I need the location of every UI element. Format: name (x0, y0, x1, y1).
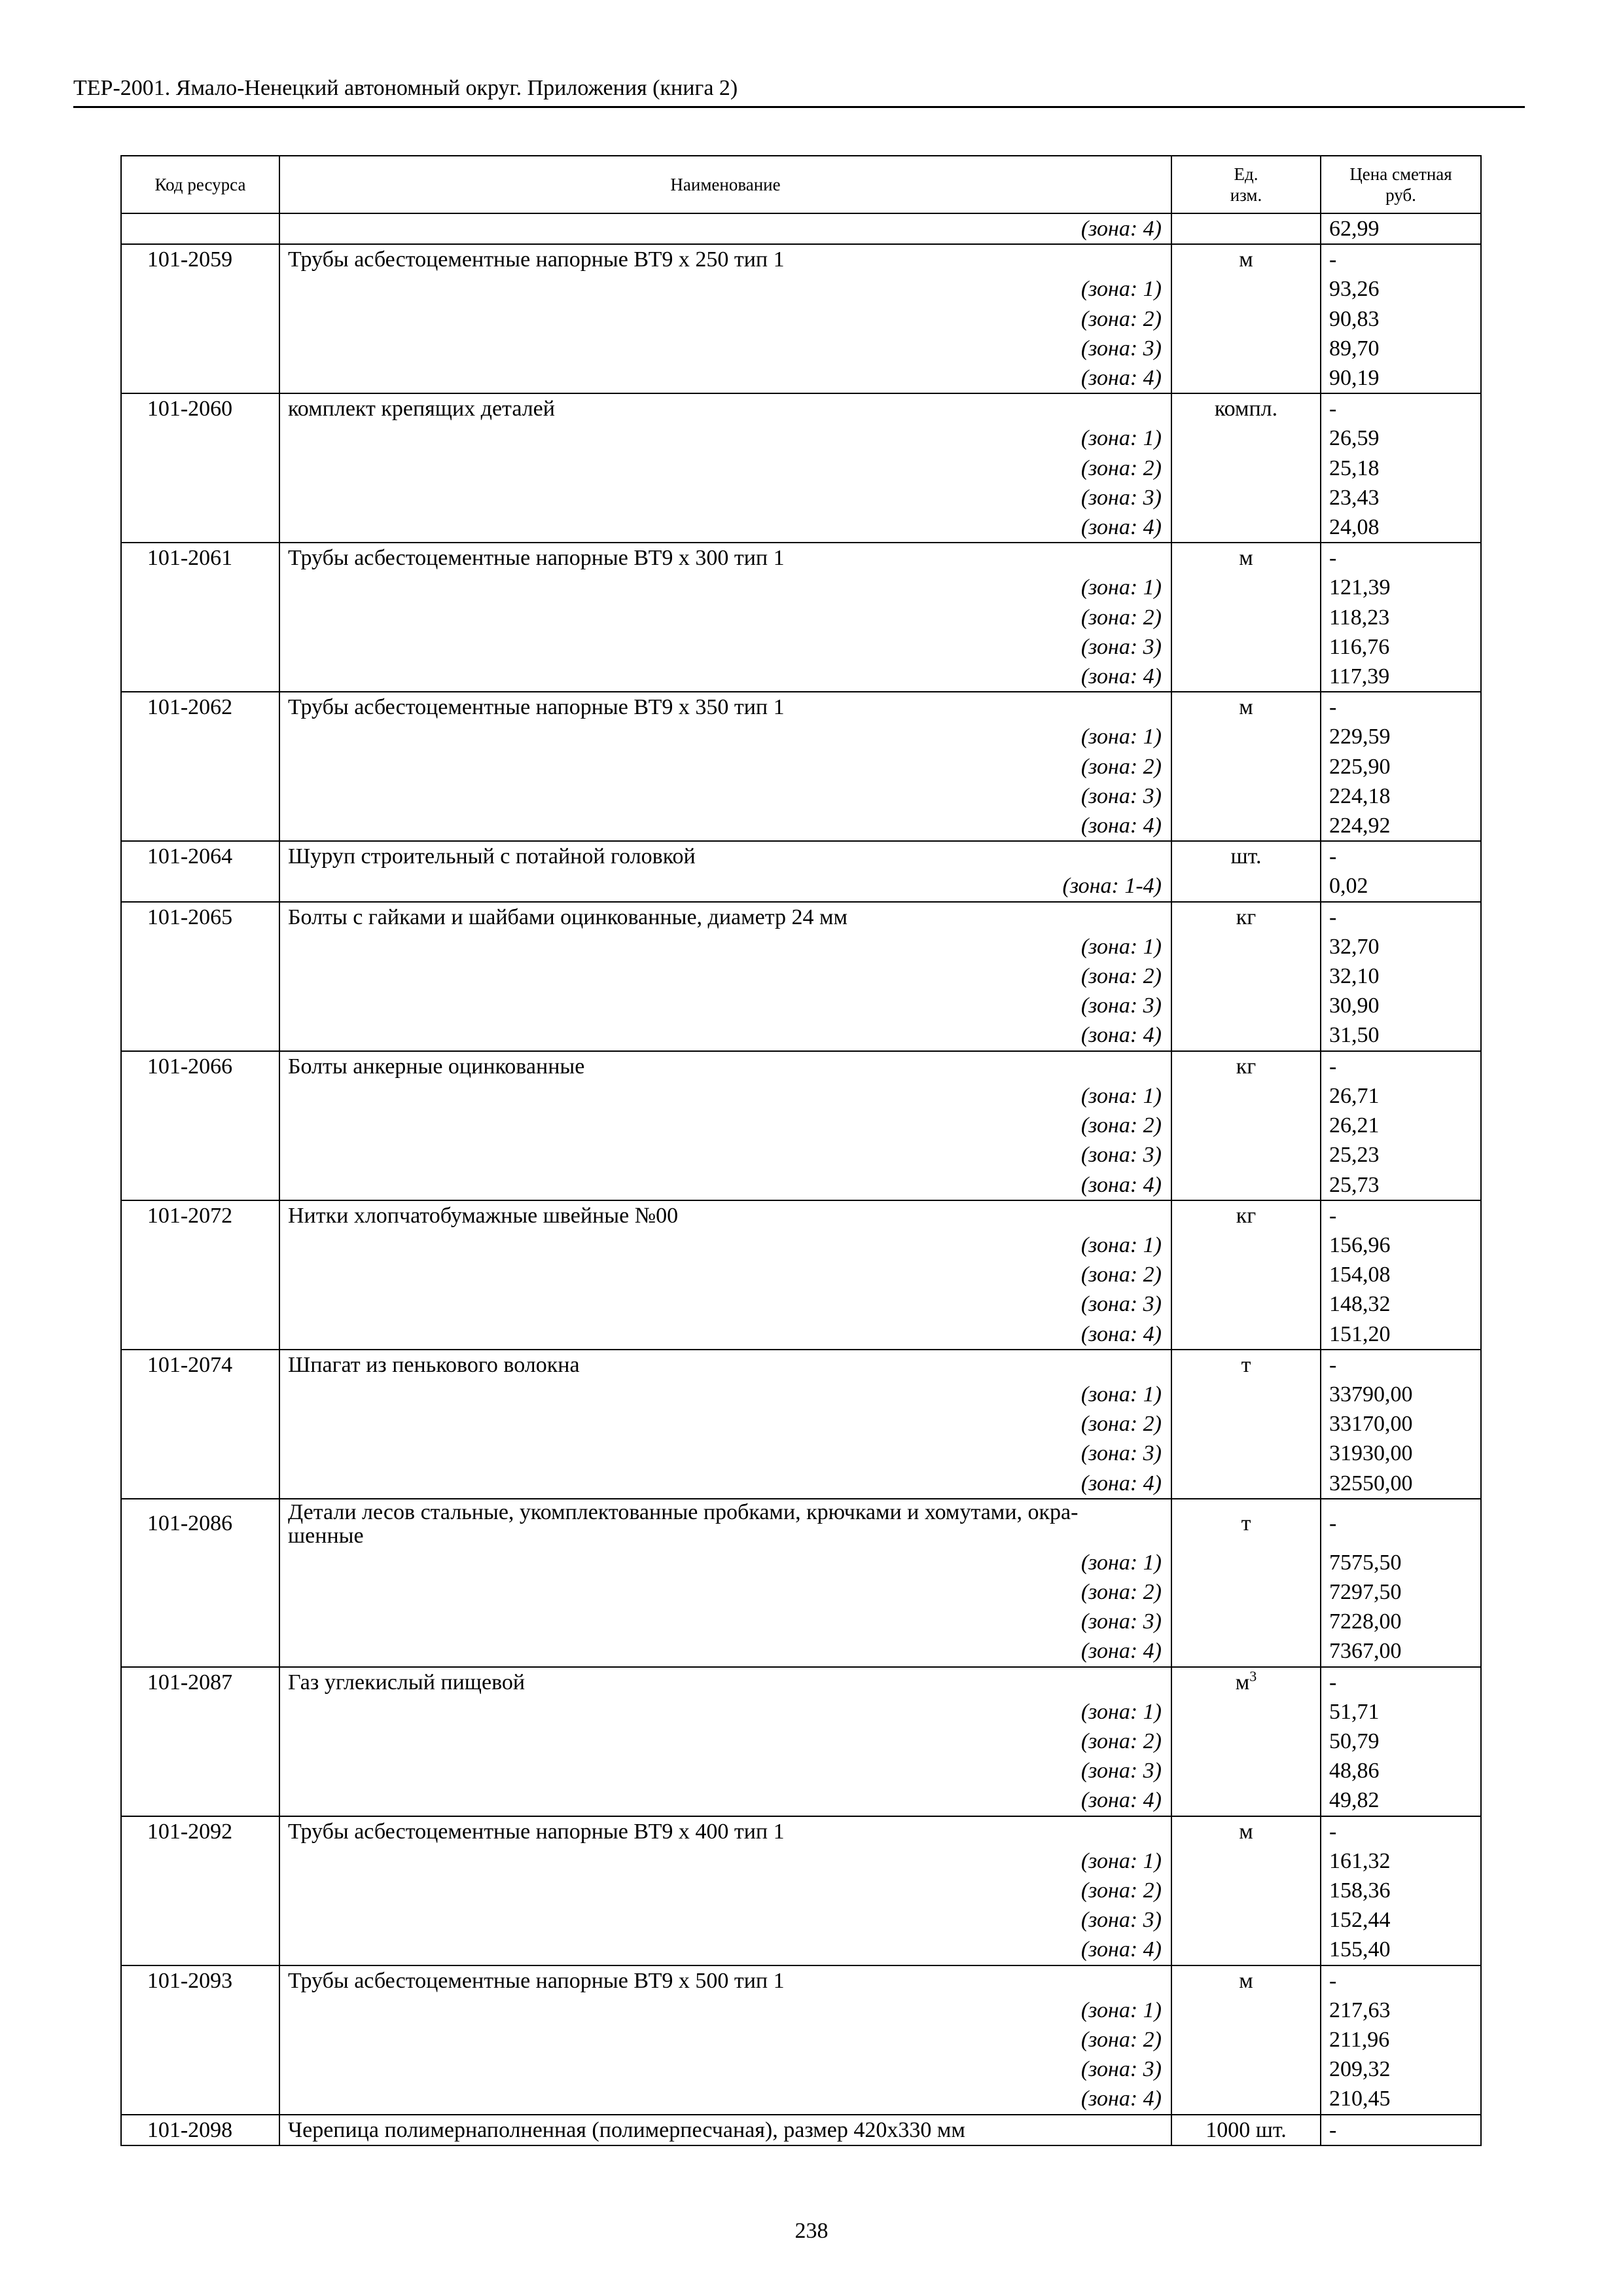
zone-label: (зона: 1) (279, 1380, 1171, 1409)
table-row (121, 1170, 1481, 1200)
zone-label: (зона: 1) (279, 1230, 1171, 1260)
resource-name: Шпагат из пенькового волокна (279, 1350, 1171, 1380)
table-row (121, 1727, 1481, 1756)
table-row (121, 1846, 1481, 1876)
table-row (121, 1020, 1481, 1050)
resource-name: Болты анкерные оцинкованные (279, 1051, 1171, 1081)
zone-price: 121,39 (1321, 573, 1481, 602)
zone-price: 30,90 (1321, 991, 1481, 1020)
resource-code: 101-2065 (121, 902, 279, 932)
base-price: - (1321, 1051, 1481, 1081)
base-price: - (1321, 1350, 1481, 1380)
column-header-code: Код ресурса (121, 156, 279, 213)
table-row (121, 902, 1481, 932)
zone-price: 48,86 (1321, 1756, 1481, 1785)
zone-price: 90,19 (1321, 363, 1481, 393)
zone-price: 211,96 (1321, 2025, 1481, 2054)
zone-price: 161,32 (1321, 1846, 1481, 1876)
zone-price: 225,90 (1321, 752, 1481, 781)
zone-price: 0,02 (1321, 871, 1481, 901)
table-row (121, 961, 1481, 991)
resource-code: 101-2061 (121, 543, 279, 573)
resource-name: Трубы асбестоцементные напорные ВТ9 х 250 тип 1 (279, 244, 1171, 274)
zone-label: (зона: 1-4) (279, 871, 1171, 901)
zone-label: (зона: 1) (279, 1548, 1171, 1577)
zone-price: 23,43 (1321, 483, 1481, 512)
zone-label: (зона: 2) (279, 603, 1171, 632)
table-row (121, 1260, 1481, 1289)
table-row (121, 2084, 1481, 2114)
table-row (121, 1051, 1481, 1081)
base-price: - (1321, 393, 1481, 423)
zone-label: (зона: 3) (279, 1140, 1171, 1170)
resource-code: 101-2092 (121, 1816, 279, 1846)
table-header-row (121, 156, 1481, 213)
zone-label: (зона: 4) (279, 363, 1171, 393)
table-row (121, 2025, 1481, 2054)
resource-unit: м (1171, 244, 1321, 274)
table-row (121, 811, 1481, 841)
table-row (121, 1667, 1481, 1697)
zone-price: 51,71 (1321, 1697, 1481, 1727)
table-row (121, 1965, 1481, 1996)
zone-label: (зона: 4) (279, 662, 1171, 692)
resource-unit: т (1171, 1499, 1321, 1548)
zone-price: 93,26 (1321, 274, 1481, 304)
zone-label: (зона: 4) (279, 213, 1171, 244)
resource-unit: кг (1171, 1200, 1321, 1230)
table-row (121, 1756, 1481, 1785)
zone-label: (зона: 1) (279, 1697, 1171, 1727)
zone-price: 155,40 (1321, 1935, 1481, 1965)
zone-label: (зона: 2) (279, 304, 1171, 334)
table-row (121, 2115, 1481, 2145)
resource-code: 101-2074 (121, 1350, 279, 1380)
base-price: - (1321, 902, 1481, 932)
zone-price: 158,36 (1321, 1876, 1481, 1905)
resource-unit: компл. (1171, 393, 1321, 423)
table-row (121, 1439, 1481, 1468)
zone-label: (зона: 2) (279, 1409, 1171, 1439)
resource-code: 101-2066 (121, 1051, 279, 1081)
table-row (121, 603, 1481, 632)
zone-label: (зона: 1) (279, 274, 1171, 304)
table-row (121, 1996, 1481, 2025)
resource-name: Трубы асбестоцементные напорные ВТ9 х 350 тип 1 (279, 692, 1171, 722)
base-price: - (1321, 543, 1481, 573)
column-header-price: Цена сметная руб. (1321, 156, 1481, 213)
zone-price: 25,23 (1321, 1140, 1481, 1170)
table-row (121, 1350, 1481, 1380)
zone-label: (зона: 4) (279, 811, 1171, 841)
zone-price: 33170,00 (1321, 1409, 1481, 1439)
table-row (121, 1816, 1481, 1846)
zone-price: 151,20 (1321, 1319, 1481, 1350)
zone-label: (зона: 4) (279, 1319, 1171, 1350)
zone-price: 7575,50 (1321, 1548, 1481, 1577)
table-row (121, 274, 1481, 304)
table-row (121, 2054, 1481, 2084)
zone-label: (зона: 3) (279, 1607, 1171, 1636)
resource-name: Газ углекислый пищевой (279, 1667, 1171, 1697)
zone-label: (зона: 3) (279, 334, 1171, 363)
zone-price: 116,76 (1321, 632, 1481, 662)
table-row (121, 1499, 1481, 1548)
zone-price: 49,82 (1321, 1785, 1481, 1816)
resource-price-table (120, 155, 1482, 2146)
table-row (121, 662, 1481, 692)
zone-label: (зона: 2) (279, 454, 1171, 483)
zone-label: (зона: 2) (279, 2025, 1171, 2054)
table-row (121, 991, 1481, 1020)
base-price: - (1321, 1200, 1481, 1230)
resource-code: 101-2059 (121, 244, 279, 274)
resource-code: 101-2098 (121, 2115, 279, 2145)
zone-label: (зона: 2) (279, 1260, 1171, 1289)
zone-label: (зона: 4) (279, 1636, 1171, 1666)
table-row (121, 573, 1481, 602)
zone-price: 118,23 (1321, 603, 1481, 632)
table-row (121, 722, 1481, 751)
table-row (121, 1548, 1481, 1577)
table-row (121, 483, 1481, 512)
zone-label: (зона: 3) (279, 781, 1171, 811)
zone-label: (зона: 2) (279, 1111, 1171, 1140)
zone-label: (зона: 3) (279, 1289, 1171, 1319)
resource-code: 101-2062 (121, 692, 279, 722)
zone-label: (зона: 4) (279, 1020, 1171, 1050)
resource-unit: кг (1171, 1051, 1321, 1081)
resource-code: 101-2072 (121, 1200, 279, 1230)
zone-price: 62,99 (1321, 213, 1481, 244)
table-row (121, 1785, 1481, 1816)
base-price: - (1321, 1816, 1481, 1846)
zone-price: 7367,00 (1321, 1636, 1481, 1666)
table-row (121, 1636, 1481, 1666)
zone-label: (зона: 1) (279, 423, 1171, 453)
zone-price: 229,59 (1321, 722, 1481, 751)
zone-price: 26,71 (1321, 1081, 1481, 1111)
zone-label: (зона: 1) (279, 1846, 1171, 1876)
zone-label: (зона: 4) (279, 512, 1171, 543)
page-header (73, 73, 1525, 108)
resource-unit: м (1171, 1816, 1321, 1846)
zone-label: (зона: 1) (279, 1996, 1171, 2025)
table-row (121, 692, 1481, 722)
table-row (121, 841, 1481, 871)
table-row (121, 1319, 1481, 1350)
resource-code: 101-2086 (121, 1499, 279, 1548)
zone-label: (зона: 3) (279, 991, 1171, 1020)
zone-price: 154,08 (1321, 1260, 1481, 1289)
zone-price: 33790,00 (1321, 1380, 1481, 1409)
table-row (121, 1905, 1481, 1935)
zone-label: (зона: 4) (279, 1935, 1171, 1965)
table-row (121, 1289, 1481, 1319)
table-row (121, 1469, 1481, 1499)
table-row (121, 334, 1481, 363)
table-row (121, 423, 1481, 453)
zone-label: (зона: 1) (279, 722, 1171, 751)
zone-price: 152,44 (1321, 1905, 1481, 1935)
table-row (121, 1380, 1481, 1409)
table-row (121, 632, 1481, 662)
table-row (121, 244, 1481, 274)
resource-unit: шт. (1171, 841, 1321, 871)
zone-label: (зона: 1) (279, 573, 1171, 602)
table-row (121, 1697, 1481, 1727)
zone-label: (зона: 4) (279, 1785, 1171, 1816)
base-price: - (1321, 1965, 1481, 1996)
table-row (121, 752, 1481, 781)
resource-name: Шуруп строительный с потайной головкой (279, 841, 1171, 871)
base-price: - (1321, 1667, 1481, 1697)
resource-code: 101-2064 (121, 841, 279, 871)
zone-price: 210,45 (1321, 2084, 1481, 2114)
resource-name: Нитки хлопчатобумажные швейные №00 (279, 1200, 1171, 1230)
zone-price: 32550,00 (1321, 1469, 1481, 1499)
table-row (121, 871, 1481, 901)
zone-price: 25,73 (1321, 1170, 1481, 1200)
base-price: - (1321, 841, 1481, 871)
table-row (121, 512, 1481, 543)
zone-price: 50,79 (1321, 1727, 1481, 1756)
table-row (121, 1200, 1481, 1230)
resource-name: Трубы асбестоцементные напорные ВТ9 х 400 тип 1 (279, 1816, 1171, 1846)
resource-name: комплект крепящих деталей (279, 393, 1171, 423)
resource-code: 101-2093 (121, 1965, 279, 1996)
document-title: ТЕР-2001. Ямало-Ненецкий автономный округ. Приложения (книга 2) (73, 76, 738, 100)
table-row (121, 932, 1481, 961)
table-row (121, 1111, 1481, 1140)
zone-label: (зона: 4) (279, 1469, 1171, 1499)
resource-name: Трубы асбестоцементные напорные ВТ9 х 300 тип 1 (279, 543, 1171, 573)
table-row (121, 1577, 1481, 1607)
table-row (121, 454, 1481, 483)
column-header-name: Наименование (279, 156, 1171, 213)
zone-label: (зона: 3) (279, 483, 1171, 512)
zone-price: 26,59 (1321, 423, 1481, 453)
zone-price: 224,18 (1321, 781, 1481, 811)
table-row (121, 1935, 1481, 1965)
zone-price: 90,83 (1321, 304, 1481, 334)
resource-unit: $м^3$ (1171, 1667, 1321, 1697)
resource-name: Трубы асбестоцементные напорные ВТ9 х 500 тип 1 (279, 1965, 1171, 1996)
zone-price: 32,70 (1321, 932, 1481, 961)
resource-unit: кг (1171, 902, 1321, 932)
base-price: - (1321, 244, 1481, 274)
zone-label: (зона: 2) (279, 1577, 1171, 1607)
column-header-unit: Ед. изм. (1171, 156, 1321, 213)
zone-price: 148,32 (1321, 1289, 1481, 1319)
zone-price: 24,08 (1321, 512, 1481, 543)
zone-price: 89,70 (1321, 334, 1481, 363)
zone-label: (зона: 3) (279, 1756, 1171, 1785)
zone-label: (зона: 3) (279, 632, 1171, 662)
zone-label: (зона: 4) (279, 1170, 1171, 1200)
table-row (121, 543, 1481, 573)
resource-name: Детали лесов стальные, укомплектованные пробками, крючками и хомутами, окра- шенные (279, 1499, 1171, 1548)
table-row (121, 393, 1481, 423)
zone-price: 31930,00 (1321, 1439, 1481, 1468)
zone-price: 25,18 (1321, 454, 1481, 483)
resource-unit: м (1171, 543, 1321, 573)
zone-price: 32,10 (1321, 961, 1481, 991)
base-price: - (1321, 1499, 1481, 1548)
zone-price: 31,50 (1321, 1020, 1481, 1050)
zone-label: (зона: 3) (279, 1439, 1171, 1468)
table-row (121, 1081, 1481, 1111)
page-number: 238 (794, 2219, 829, 2243)
zone-label: (зона: 3) (279, 2054, 1171, 2084)
resource-unit: м (1171, 692, 1321, 722)
zone-label: (зона: 4) (279, 2084, 1171, 2114)
table-row (121, 1607, 1481, 1636)
zone-price: 224,92 (1321, 811, 1481, 841)
resource-code: 101-2087 (121, 1667, 279, 1697)
base-price: - (1321, 692, 1481, 722)
zone-label: (зона: 2) (279, 752, 1171, 781)
zone-label: (зона: 3) (279, 1905, 1171, 1935)
zone-price: 26,21 (1321, 1111, 1481, 1140)
resource-code: 101-2060 (121, 393, 279, 423)
table-row (121, 213, 1481, 244)
base-price: - (1321, 2115, 1481, 2145)
resource-unit: м (1171, 1965, 1321, 1996)
table-row (121, 304, 1481, 334)
zone-label: (зона: 2) (279, 961, 1171, 991)
zone-label: (зона: 1) (279, 932, 1171, 961)
zone-label: (зона: 2) (279, 1727, 1171, 1756)
table-row (121, 781, 1481, 811)
table-row (121, 1876, 1481, 1905)
zone-price: 209,32 (1321, 2054, 1481, 2084)
zone-price: 117,39 (1321, 662, 1481, 692)
table-row (121, 363, 1481, 393)
zone-price: 217,63 (1321, 1996, 1481, 2025)
table-row (121, 1230, 1481, 1260)
zone-price: 7228,00 (1321, 1607, 1481, 1636)
zone-label: (зона: 1) (279, 1081, 1171, 1111)
resource-name: Черепица полимернаполненная (полимерпесчаная), размер 420х330 мм (279, 2115, 1171, 2145)
zone-price: 7297,50 (1321, 1577, 1481, 1607)
zone-label: (зона: 2) (279, 1876, 1171, 1905)
zone-price: 156,96 (1321, 1230, 1481, 1260)
resource-name: Болты с гайками и шайбами оцинкованные, диаметр 24 мм (279, 902, 1171, 932)
table-row (121, 1140, 1481, 1170)
resource-unit: т (1171, 1350, 1321, 1380)
table-row (121, 1409, 1481, 1439)
resource-unit: 1000 шт. (1171, 2115, 1321, 2145)
